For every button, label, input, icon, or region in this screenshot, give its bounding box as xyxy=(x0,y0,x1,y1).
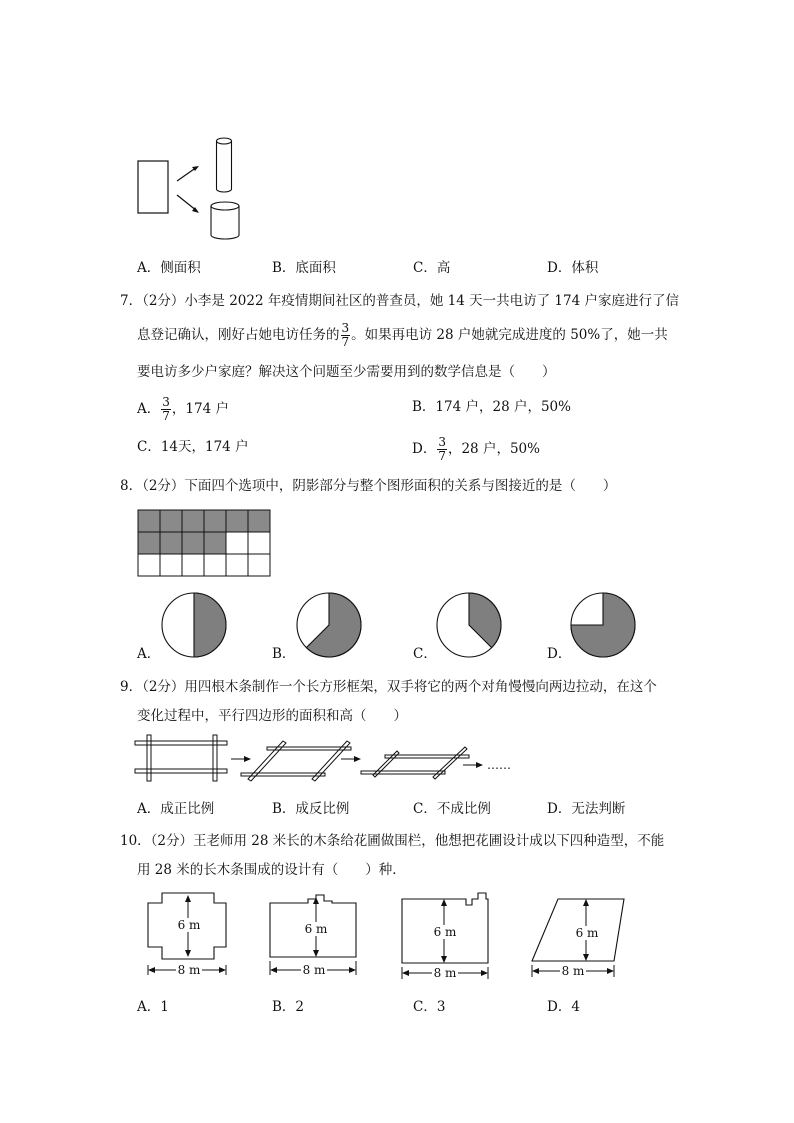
q7-option-a[interactable] xyxy=(137,396,229,423)
q9-rectangle-frame xyxy=(135,735,227,781)
q9-line-1: 9．（2分）用四根木条制作一个长方形框架，双手将它的两个对角慢慢向两边拉动，在这个 xyxy=(120,679,657,695)
q10-b-width-label: 8 m xyxy=(302,963,326,977)
q8-option-a[interactable]: A． xyxy=(137,646,161,662)
q8-pie-d xyxy=(569,591,637,659)
q7-opt-a-num: 3 xyxy=(162,395,170,409)
q7-line-3: 要电访多少户家庭？解决这个问题至少需要用到的数学信息是（ ） xyxy=(137,364,556,380)
q10-a-height-label: 6 m xyxy=(177,918,201,932)
q7-line-2 xyxy=(137,322,668,349)
q9-frames-figure xyxy=(135,735,511,785)
q10-option-a[interactable]: A．1 xyxy=(137,999,169,1015)
q10-option-b[interactable]: B．2 xyxy=(272,999,305,1015)
q8-grid-cell xyxy=(226,510,248,532)
q8-grid-cell xyxy=(160,532,182,554)
q8-pie-b xyxy=(295,591,363,659)
q8-grid-cell xyxy=(182,554,204,576)
q7-frac-num: 3 xyxy=(341,321,350,335)
q6-rectangle xyxy=(138,161,168,213)
q8-grid-cell xyxy=(248,510,270,532)
q10-d-width-label: 8 m xyxy=(561,964,585,978)
q7-line-2-pre: 息登记确认，刚好占她电访任务的 xyxy=(137,327,340,343)
q8-option-c[interactable]: C． xyxy=(413,646,437,662)
q10-shape-c xyxy=(400,893,500,983)
q9-parallelogram-frame-1 xyxy=(241,741,351,781)
q7-opt-d-fraction xyxy=(437,436,447,463)
q8-pie-c xyxy=(435,591,503,659)
q7-option-b[interactable]: B．174 户，28 户，50% xyxy=(412,399,571,415)
q7-line-1: 7．（2分）小李是 2022 年疫情期间社区的普查员，她 14 天一共电访了 174 户家庭进行了信 xyxy=(120,293,679,309)
q7-opt-d-den: 7 xyxy=(438,449,446,463)
q8-grid-cell xyxy=(160,554,182,576)
q8-grid-cell xyxy=(204,510,226,532)
q10-c-width-label: 8 m xyxy=(433,966,457,980)
q6-option-b[interactable]: B．底面积 xyxy=(272,260,336,276)
q10-option-d[interactable]: D．4 xyxy=(547,999,580,1015)
q10-shape-a xyxy=(140,893,240,983)
q7-opt-d-pre: D． xyxy=(412,441,437,457)
q10-option-c[interactable]: C．3 xyxy=(413,999,446,1015)
q6-figure xyxy=(135,133,255,243)
q7-opt-a-den: 7 xyxy=(162,409,170,423)
q10-d-height-label: 6 m xyxy=(575,926,599,940)
q7-opt-d-num: 3 xyxy=(438,435,446,449)
q8-grid-cell xyxy=(182,532,204,554)
q8-grid-cell xyxy=(182,510,204,532)
q8-grid-cell xyxy=(138,510,160,532)
q9-line-2: 变化过程中，平行四边形的面积和高（ ） xyxy=(137,708,407,724)
q7-opt-a-pre: A． xyxy=(137,401,161,417)
q7-line-2-post: 。如果再电访 28 户她就完成进度的 50%了，她一共 xyxy=(351,327,668,343)
q10-a-width-label: 8 m xyxy=(177,963,201,977)
q8-grid-cell xyxy=(226,532,248,554)
q7-opt-a-fraction xyxy=(161,396,171,423)
q7-option-d[interactable] xyxy=(412,436,540,463)
q9-option-a[interactable]: A．成正比例 xyxy=(137,801,215,817)
q6-tall-cylinder xyxy=(217,138,232,192)
q10-b-height-label: 6 m xyxy=(304,922,328,936)
q10-line-1: 10．（2分）王老师用 28 米长的木条给花圃做围栏，他想把花圃设计成以下四种造型，不能 xyxy=(120,833,665,849)
q7-option-c[interactable]: C．14天，174 户 xyxy=(137,439,249,455)
q6-option-d[interactable]: D．体积 xyxy=(547,260,599,276)
q8-grid-figure xyxy=(137,509,271,577)
q9-ellipsis: …… xyxy=(487,758,511,772)
q9-option-c[interactable]: C．不成比例 xyxy=(413,801,491,817)
q8-grid-cell xyxy=(138,532,160,554)
q10-line-2: 用 28 米的长木条围成的设计有（ ）种． xyxy=(137,862,406,878)
q8-pie-a xyxy=(160,591,228,659)
pie-shaded-sector xyxy=(194,593,226,657)
q8-grid-cell xyxy=(204,554,226,576)
q7-opt-d-post: ，28 户，50% xyxy=(447,441,540,457)
q8-grid-cell xyxy=(138,554,160,576)
q6-option-c[interactable]: C．高 xyxy=(413,260,451,276)
q8-grid-cell xyxy=(160,510,182,532)
q10-shape-b xyxy=(268,893,368,983)
q9-option-d[interactable]: D．无法判断 xyxy=(547,801,626,817)
q6-option-a[interactable]: A．侧面积 xyxy=(137,260,201,276)
q8-grid-cell xyxy=(204,532,226,554)
q7-frac-den: 7 xyxy=(341,335,350,349)
q8-grid-cell xyxy=(248,532,270,554)
q10-shape-d xyxy=(530,893,630,983)
q8-option-b[interactable]: B． xyxy=(272,646,296,662)
q7-opt-a-post: ，174 户 xyxy=(171,401,229,417)
q8-line-1: 8．（2分）下面四个选项中，阴影部分与整个图形面积的关系与图接近的是（ ） xyxy=(120,478,617,494)
q7-fraction xyxy=(341,322,351,349)
q10-c-height-label: 6 m xyxy=(433,925,457,939)
q8-grid-cell xyxy=(226,554,248,576)
q8-grid-cell xyxy=(248,554,270,576)
q9-option-b[interactable]: B．成反比例 xyxy=(272,801,350,817)
q8-option-d[interactable]: D． xyxy=(547,646,572,662)
q6-short-cylinder xyxy=(211,202,239,239)
q9-parallelogram-frame-2 xyxy=(361,747,469,779)
